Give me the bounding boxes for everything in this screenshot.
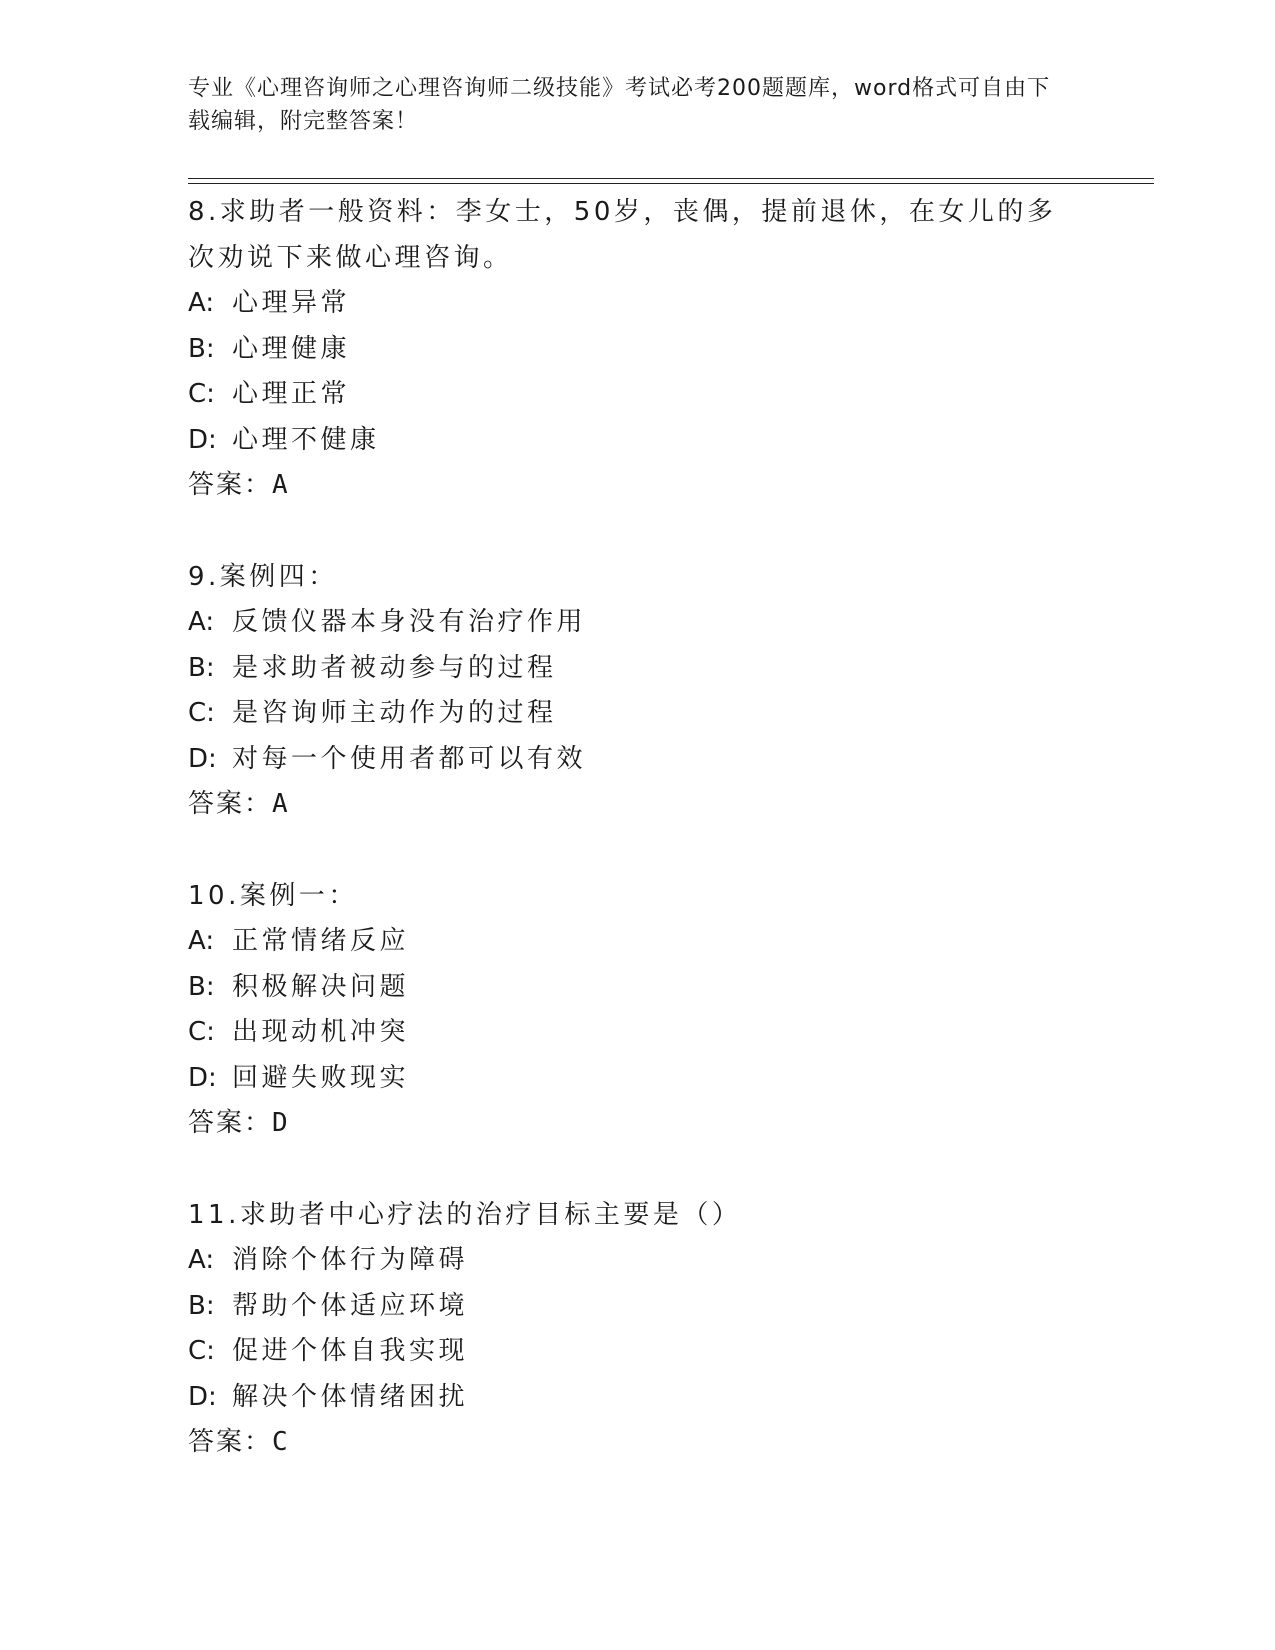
- question-stem: 10.案例一：: [188, 880, 358, 911]
- header-rule-bottom: [188, 183, 1154, 184]
- option-text: 反馈仪器本身没有治疗作用: [232, 607, 587, 637]
- option-text: 心理异常: [232, 288, 351, 318]
- option-b: [188, 646, 1088, 692]
- option-text: 积极解决问题: [232, 971, 410, 1002]
- option-a: [188, 600, 1088, 646]
- option-b: [188, 327, 1088, 373]
- answer-line: [188, 1420, 1088, 1466]
- option-d: [188, 418, 1088, 464]
- option-letter: C:: [188, 1336, 215, 1366]
- option-letter: B:: [188, 652, 215, 683]
- answer-value: A: [272, 470, 289, 500]
- option-c: [188, 1010, 1088, 1056]
- option-text: 帮助个体适应环境: [232, 1290, 469, 1321]
- option-letter: B:: [188, 1290, 215, 1321]
- answer-line: [188, 782, 1088, 828]
- option-letter: D:: [188, 424, 217, 455]
- answer-value: D: [272, 1108, 289, 1138]
- option-d: [188, 1375, 1088, 1421]
- option-letter: A:: [188, 288, 215, 318]
- question-stem: 9.案例四：: [188, 561, 338, 592]
- option-text: 解决个体情绪困扰: [232, 1381, 469, 1412]
- answer-line: [188, 463, 1088, 509]
- option-letter: A:: [188, 1245, 215, 1275]
- question-item: [188, 190, 1088, 509]
- option-letter: A:: [188, 607, 215, 637]
- option-text: 对每一个使用者都可以有效: [232, 743, 587, 774]
- answer-label: 答案：: [188, 789, 273, 819]
- option-b: [188, 965, 1088, 1011]
- option-text: 心理不健康: [232, 424, 380, 455]
- option-text: 心理健康: [232, 333, 351, 364]
- question-stem: 8.求助者一般资料：李女士，50岁，丧偶，提前退休，在女儿的多次劝说下来做心理咨询。: [188, 197, 1057, 273]
- option-b: [188, 1284, 1088, 1330]
- option-a: [188, 281, 1088, 327]
- answer-label: 答案：: [188, 470, 273, 500]
- option-letter: B:: [188, 333, 215, 364]
- option-text: 是求助者被动参与的过程: [232, 652, 557, 683]
- option-c: [188, 1329, 1088, 1375]
- option-a: [188, 919, 1088, 965]
- option-letter: A:: [188, 926, 215, 956]
- option-c: [188, 691, 1088, 737]
- option-d: [188, 1056, 1088, 1102]
- option-letter: B:: [188, 971, 215, 1002]
- option-text: 心理正常: [232, 379, 351, 409]
- option-letter: D:: [188, 743, 217, 774]
- option-text: 消除个体行为障碍: [232, 1245, 469, 1275]
- document-header: 专业《心理咨询师之心理咨询师二级技能》考试必考200题题库，word格式可自由下载编辑，附完整答案！: [188, 76, 1051, 134]
- option-c: [188, 372, 1088, 418]
- option-text: 回避失败现实: [232, 1062, 410, 1093]
- option-d: [188, 737, 1088, 783]
- question-stem: 11.求助者中心疗法的治疗目标主要是（）: [188, 1199, 742, 1230]
- option-letter: C:: [188, 698, 215, 728]
- question-item: [188, 555, 1088, 828]
- option-letter: C:: [188, 1017, 215, 1047]
- option-letter: C:: [188, 379, 215, 409]
- answer-line: [188, 1101, 1088, 1147]
- question-list: [188, 190, 1088, 1512]
- answer-value: C: [272, 1427, 289, 1457]
- option-a: [188, 1238, 1088, 1284]
- option-text: 是咨询师主动作为的过程: [232, 698, 557, 728]
- option-text: 正常情绪反应: [232, 926, 410, 956]
- option-letter: D:: [188, 1062, 217, 1093]
- answer-label: 答案：: [188, 1108, 273, 1138]
- header-rule-top: [188, 178, 1154, 179]
- option-text: 出现动机冲突: [232, 1017, 410, 1047]
- answer-value: A: [272, 789, 289, 819]
- question-item: [188, 1193, 1088, 1466]
- answer-label: 答案：: [188, 1427, 273, 1457]
- option-text: 促进个体自我实现: [232, 1336, 469, 1366]
- option-letter: D:: [188, 1381, 217, 1412]
- question-item: [188, 874, 1088, 1147]
